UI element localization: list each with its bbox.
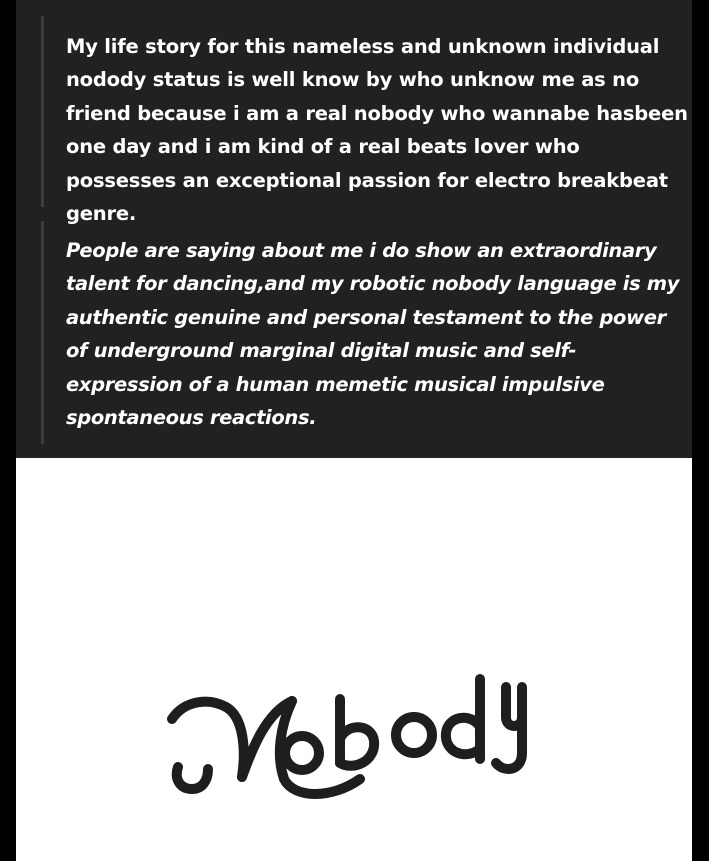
blockquote-2 bbox=[41, 221, 692, 444]
quote-paragraph-2: People are saying about me i do show an extraordinary talent for dancing,and my robotic nobody language is my authentic genuine and personal testament to the power of underground marginal digital music and self-expression of a human memetic musical impulsive spontaneous reactions. bbox=[66, 239, 680, 430]
post-card bbox=[16, 0, 692, 861]
quote-paragraph-1: My life story for this nameless and unknown individual nodody status is well know by who unknow me as no friend because i am a real nobody who wannabe hasbeen one day and i am kind of a real beats lover who possesses an exceptional passion for electro breakbeat genre. bbox=[66, 35, 688, 226]
post-image[interactable] bbox=[16, 458, 692, 861]
post-text-section bbox=[16, 0, 692, 458]
blockquote-1 bbox=[41, 16, 692, 226]
nobody-logo bbox=[164, 643, 534, 811]
